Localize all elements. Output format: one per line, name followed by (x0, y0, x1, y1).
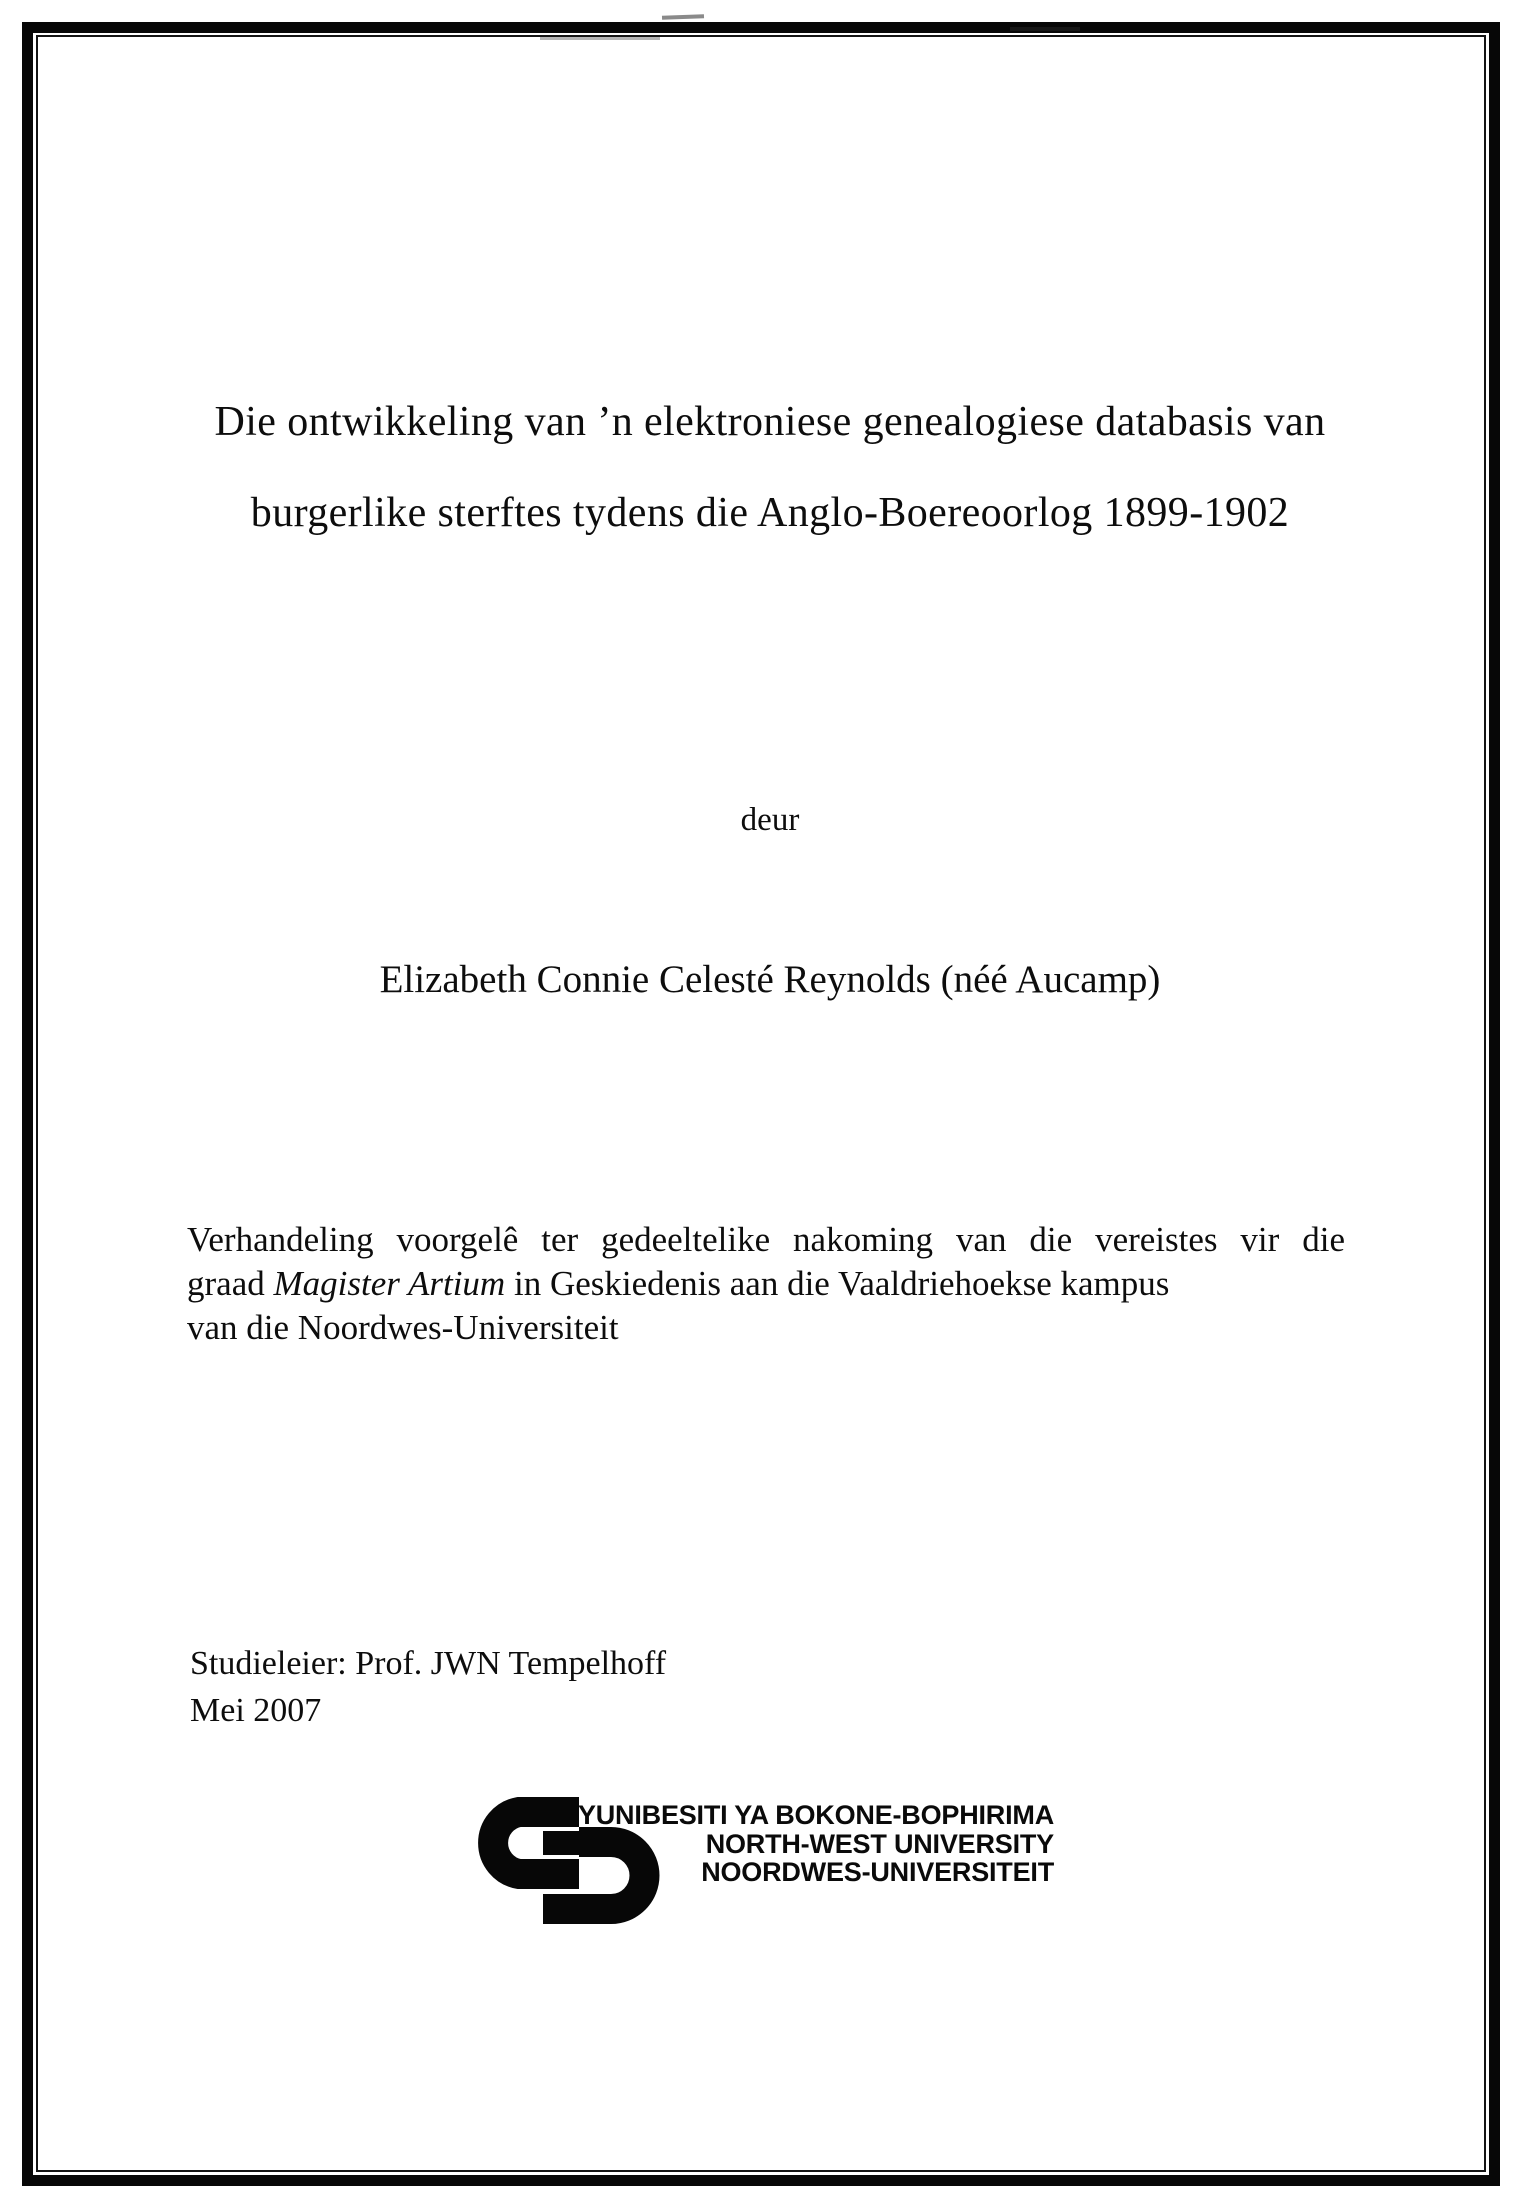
university-name-afrikaans: NOORDWES-UNIVERSITEIT (701, 1857, 1054, 1888)
thesis-title-line-1: Die ontwikkeling van ’n elektroniese genealogiese databasis van (214, 399, 1326, 445)
thesis-statement-line-1: Verhandeling voorgelê ter gedeeltelike nakoming van die vereistes vir die (187, 1220, 1345, 1259)
statement-line2-post: in Geskiedenis aan die Vaaldriehoekse kampus (505, 1264, 1170, 1303)
supervisor-block (190, 1640, 666, 1734)
thesis-statement-line-2 (187, 1262, 1345, 1306)
scan-artifact (1010, 27, 1080, 31)
author-name: Elizabeth Connie Celesté Reynolds (néé Aucamp) (379, 958, 1161, 1001)
thesis-title-line-2: burgerlike sterftes tydens die Anglo-Boereoorlog 1899-1902 (250, 490, 1290, 536)
supervisor-line: Studieleier: Prof. JWN Tempelhoff (190, 1645, 667, 1682)
scan-artifact (662, 14, 704, 19)
university-name-setswana: YUNIBESITI YA BOKONE-BOPHIRIMA (577, 1800, 1054, 1830)
thesis-statement (187, 1218, 1345, 1350)
date-line: Mei 2007 (190, 1692, 322, 1729)
university-name-english: NORTH-WEST UNIVERSITY (705, 1828, 1054, 1859)
university-name-block (434, 1801, 1054, 1887)
scan-artifact (540, 37, 660, 40)
thesis-statement-line-3: van die Noordwes-Universiteit (187, 1308, 619, 1347)
degree-name-italic: Magister Artium (273, 1264, 506, 1303)
byline-label: deur (740, 802, 800, 838)
statement-line2-pre: graad (187, 1264, 274, 1303)
